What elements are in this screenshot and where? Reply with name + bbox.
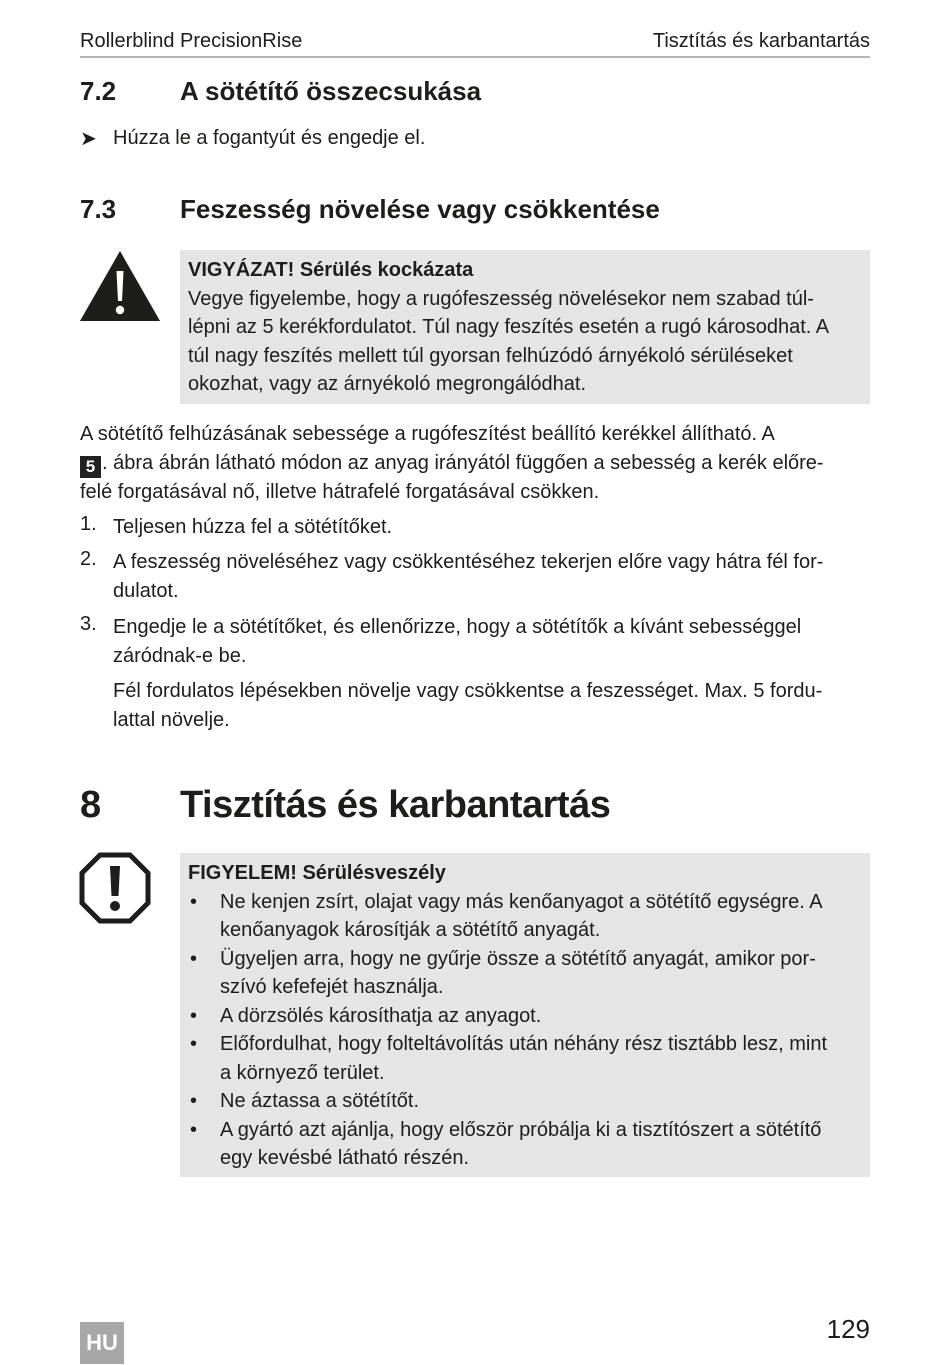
intro-paragraph <box>80 420 870 506</box>
list-item-line: Előfordulhat, hogy folteltávolítás után néhány rész tisztább lesz, mint <box>220 1033 828 1055</box>
list-item-line: a környező terület. <box>220 1061 385 1084</box>
instruction-step: Húzza le a fogantyút és engedje el. <box>113 127 426 149</box>
step-line: Teljesen húzza fel a sötétítőket. <box>113 516 393 538</box>
warning-triangle-icon <box>78 249 162 323</box>
step-text <box>113 548 870 605</box>
header-product-name: Rollerblind PrecisionRise <box>80 30 303 52</box>
bullet-icon: • <box>190 1033 198 1055</box>
page-number: 129 <box>826 1314 870 1344</box>
bullet-icon: • <box>190 1090 198 1112</box>
list-item <box>188 1116 862 1173</box>
warning-line: Vegye figyelembe, hogy a rugófeszesség növelésekor nem szabad túl- <box>188 287 814 310</box>
list-item-line: egy kevésbé látható részén. <box>220 1147 470 1169</box>
figure-reference-badge: 5 <box>80 456 101 478</box>
bullet-icon: • <box>190 947 198 970</box>
note-line: Fél fordulatos lépésekben növelje vagy csökkentse a feszességet. Max. 5 fordu- <box>113 680 823 702</box>
page-header <box>80 28 870 58</box>
intro-line-text: . ábra ábrán látható módon az anyag irányától függően a sebesség a kerék előre- <box>102 451 824 474</box>
list-item <box>188 1087 862 1116</box>
intro-line <box>80 449 870 478</box>
step-number: 2. <box>80 548 97 570</box>
step-text <box>113 513 870 542</box>
list-item <box>188 945 862 1002</box>
list-item-line: kenőanyagok károsítják a sötétítő anyagát. <box>220 919 601 941</box>
intro-line: felé forgatásával nő, illetve hátrafelé forgatásával csökken. <box>80 480 600 503</box>
step-line: Engedje le a sötétítőket, és ellenőrizze, hogy a sötétítők a kívánt sebességgel <box>113 616 802 638</box>
intro-line: A sötétítő felhúzásának sebessége a rugófeszítést beállító kerékkel állítható. A <box>80 423 775 445</box>
section-number-7-2: 7.2 <box>80 76 117 106</box>
step-number: 3. <box>80 613 97 635</box>
list-item <box>188 1030 862 1087</box>
chapter-number: 8 <box>80 784 102 826</box>
bullet-icon: • <box>190 1118 198 1141</box>
list-item <box>188 1002 862 1031</box>
list-item-line: szívó kefefejét használja. <box>220 976 444 998</box>
list-item-line: A gyártó azt ajánlja, hogy először próbálja ki a tisztítószert a sötétítő <box>220 1118 822 1141</box>
warning-line: túl nagy feszítés mellett túl gyorsan felhúzódó árnyékoló sérüléseket <box>188 344 793 367</box>
notice-octagon-icon <box>79 852 151 924</box>
warning-line: lépni az 5 kerékfordulatot. Túl nagy feszítés esetén a rugó károsodhat. A <box>188 316 830 338</box>
step-line: záródnak-e be. <box>113 644 247 667</box>
warning-line: okozhat, vagy az árnyékoló megrongálódhat. <box>188 373 587 395</box>
list-item-line: A dörzsölés károsíthatja az anyagot. <box>220 1004 542 1027</box>
notice-heading: FIGYELEM! Sérülésveszély <box>188 862 446 884</box>
note-line: lattal növelje. <box>113 708 230 731</box>
warning-box <box>180 250 870 404</box>
step-note <box>113 677 870 734</box>
chapter-title: Tisztítás és karbantartás <box>180 784 611 826</box>
section-title-7-2: A sötétítő összecsukása <box>180 76 482 106</box>
step-text <box>113 613 870 670</box>
header-chapter-title: Tisztítás és karbantartás <box>652 30 870 52</box>
bullet-icon: • <box>190 1004 198 1027</box>
warning-heading: VIGYÁZAT! Sérülés kockázata <box>188 259 474 281</box>
notice-box <box>180 853 870 1177</box>
list-item <box>188 888 862 945</box>
section-title-7-3: Feszesség növelése vagy csökkentése <box>180 194 660 224</box>
list-item-line: Ügyeljen arra, hogy ne gyűrje össze a sötétítő anyagát, amikor por- <box>220 947 816 970</box>
bullet-icon: • <box>190 890 198 913</box>
list-item-line: Ne kenjen zsírt, olajat vagy más kenőanyagot a sötétítő egységre. A <box>220 890 823 913</box>
step-number: 1. <box>80 513 97 535</box>
list-item-line: Ne áztassa a sötétítőt. <box>220 1090 419 1112</box>
section-number-7-3: 7.3 <box>80 194 117 224</box>
language-badge: HU <box>80 1322 124 1364</box>
arrow-bullet-icon: ➤ <box>80 128 97 150</box>
step-line: A feszesség növeléséhez vagy csökkentéséhez tekerjen előre vagy hátra fél for- <box>113 551 824 573</box>
step-line: dulatot. <box>113 579 179 602</box>
notice-list <box>188 888 862 1173</box>
